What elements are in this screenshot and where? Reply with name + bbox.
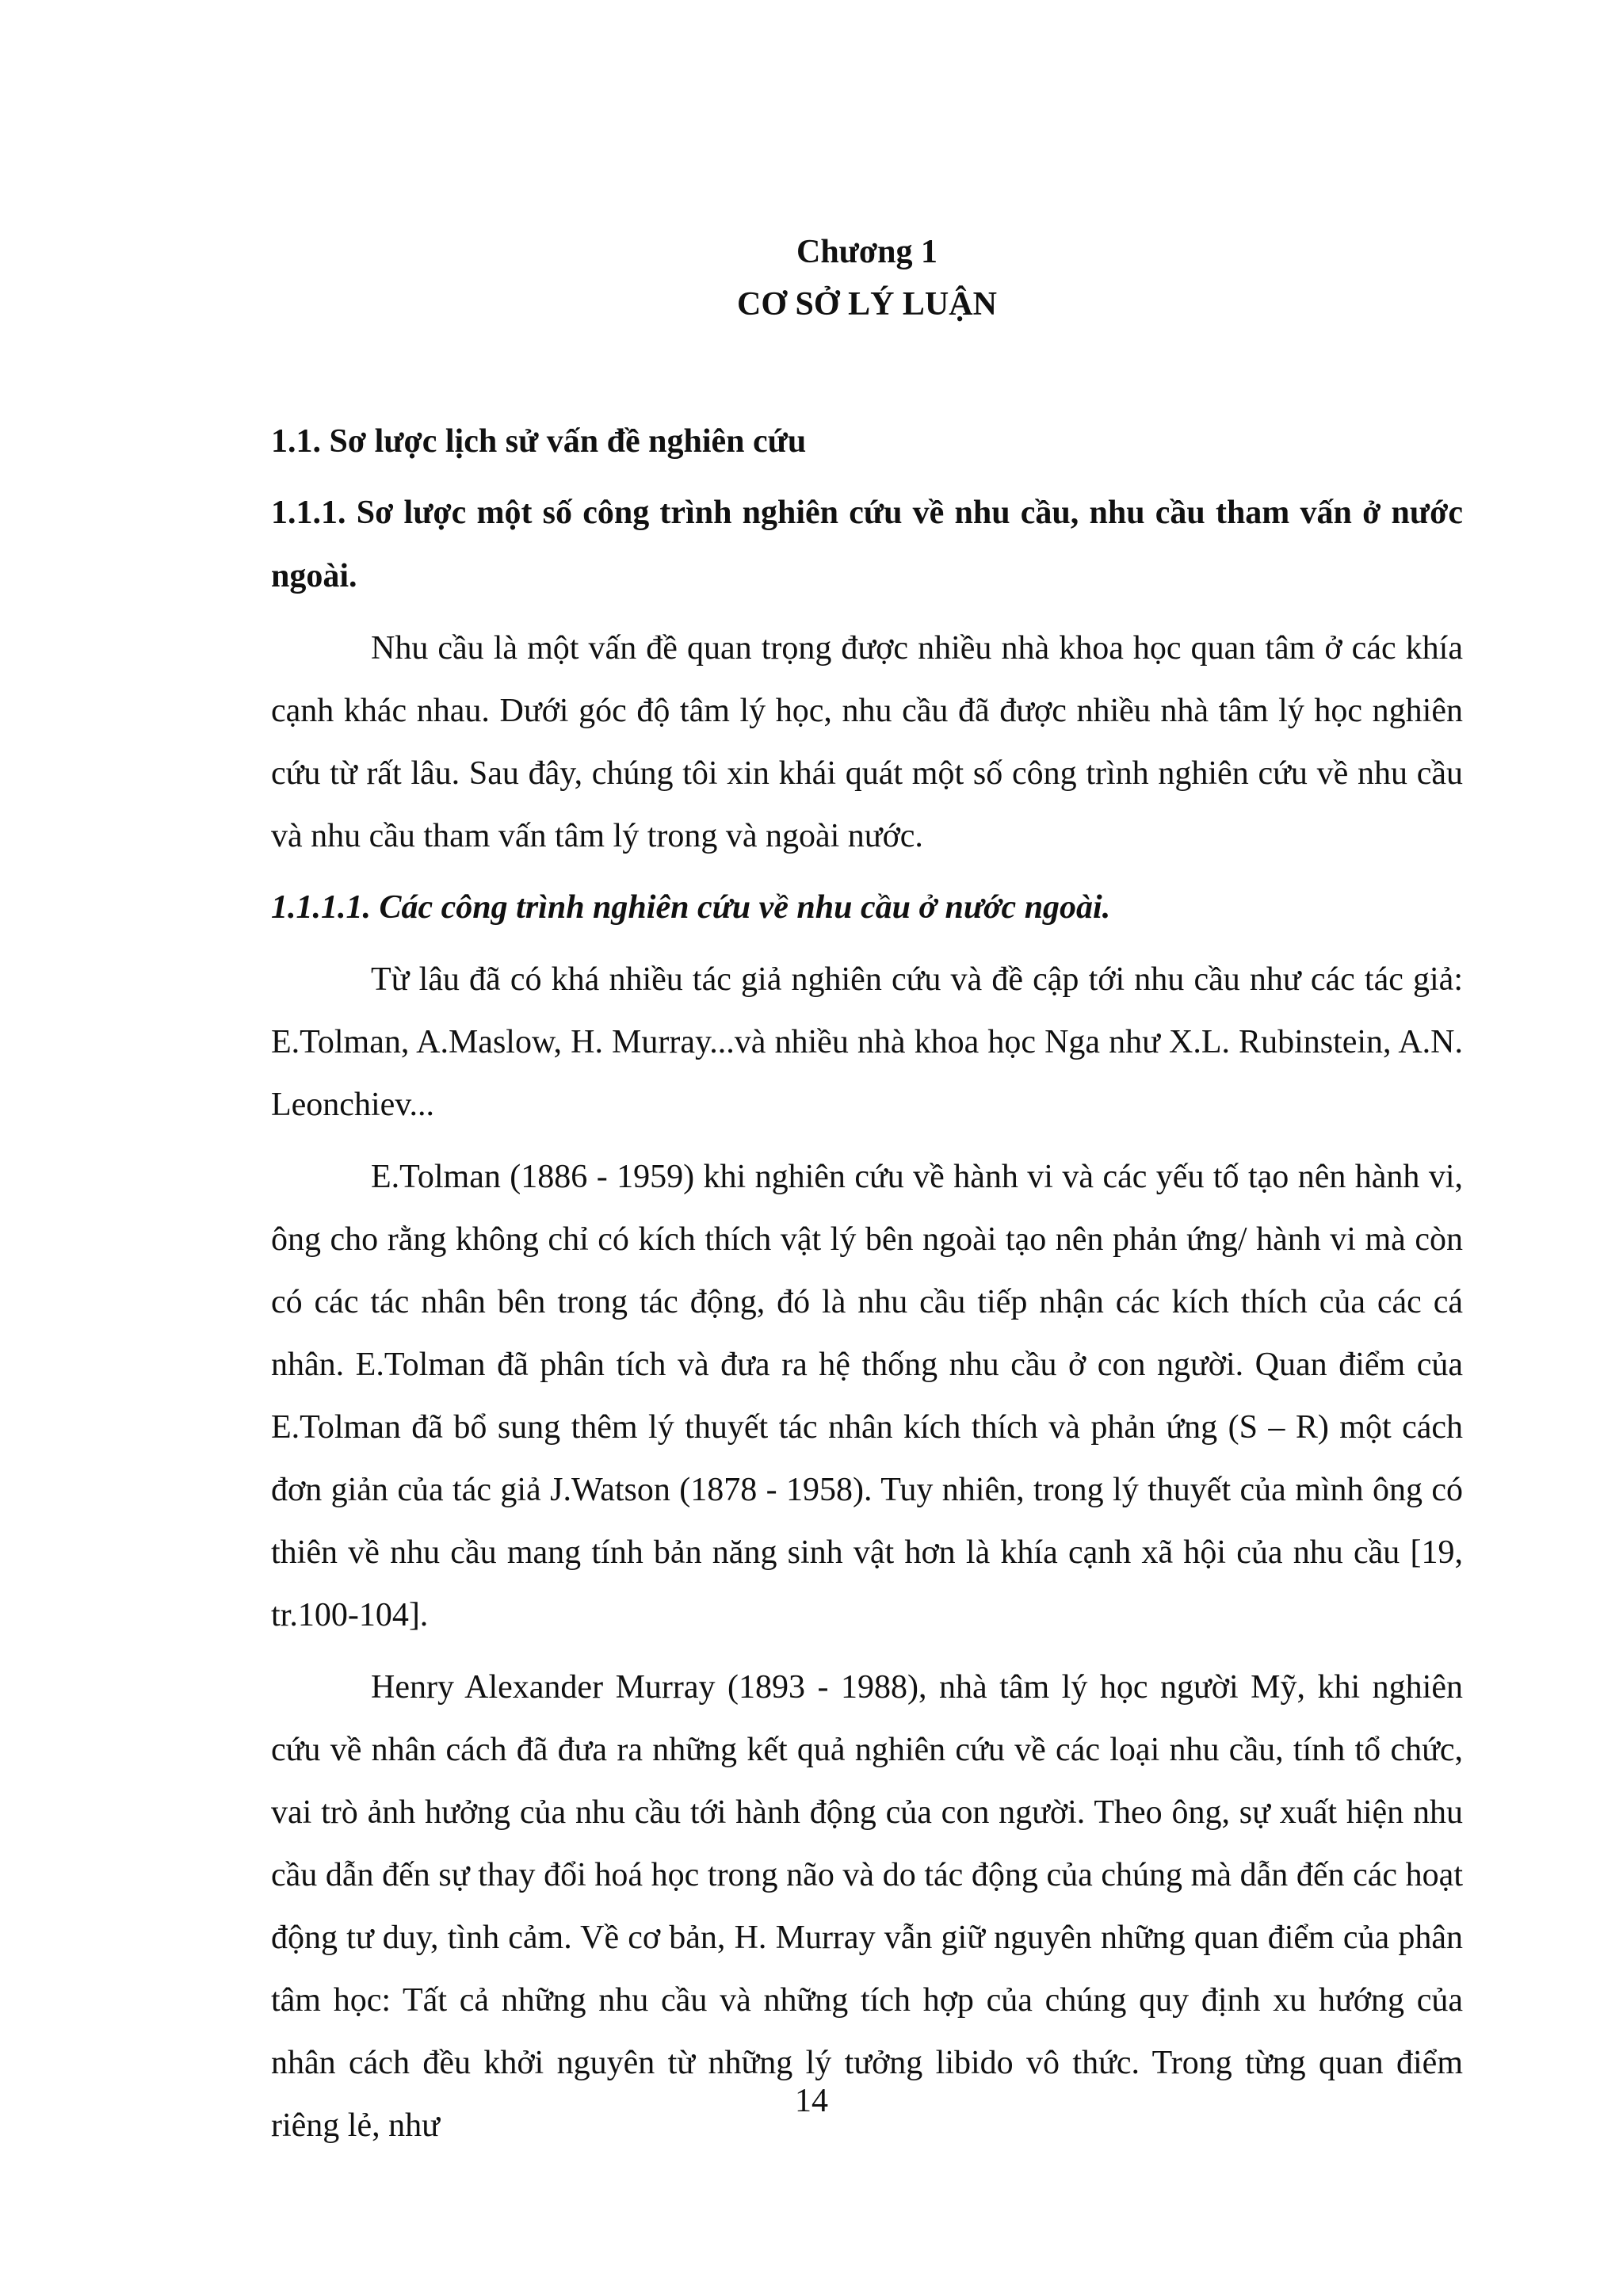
page-number: 14 xyxy=(795,2083,828,2119)
paragraph-authors: Từ lâu đã có khá nhiều tác giả nghiên cứu và đề cập tới nhu cầu như các tác giả: E.Tolman, A.Maslow, H. Murray...và nhiều nhà khoa học Nga như X.L. Rubinstein, A.N. Leonchiev... xyxy=(271,961,1463,1123)
section-heading-1-1-1: 1.1.1. Sơ lược một số công trình nghiên cứu về nhu cầu, nhu cầu tham vấn ở nước ngoài. xyxy=(271,495,1463,594)
chapter-subtitle: CƠ SỞ LÝ LUẬN xyxy=(737,286,997,323)
page-content xyxy=(271,230,1463,2157)
section-heading-1-1-1-1: 1.1.1.1. Các công trình nghiên cứu về nhu cầu ở nước ngoài. xyxy=(271,889,1111,926)
paragraph-tolman: E.Tolman (1886 - 1959) khi nghiên cứu về hành vi và các yếu tố tạo nên hành vi, ông cho rằng không chỉ có kích thích vật lý bên ngoài tạo nên phản ứng/ hành vi mà còn có các tác nhân bên trong tác động, đó là nhu cầu tiếp nhận các kích thích của các cá nhân. E.Tolman đã phân tích và đưa ra hệ thống nhu cầu ở con người. Quan điểm của E.Tolman đã bổ sung thêm lý thuyết tác nhân kích thích và phản ứng (S – R) một cách đơn giản của tác giả J.Watson (1878 - 1958). Tuy nhiên, trong lý thuyết của mình ông có thiên về nhu cầu mang tính bản năng sinh vật hơn là khía cạnh xã hội của nhu cầu [19, tr.100-104]. xyxy=(271,1159,1463,1633)
chapter-number-title: Chương 1 xyxy=(796,234,938,270)
paragraph-murray: Henry Alexander Murray (1893 - 1988), nhà tâm lý học người Mỹ, khi nghiên cứu về nhân cách đã đưa ra những kết quả nghiên cứu về các loại nhu cầu, tính tổ chức, vai trò ảnh hưởng của nhu cầu tới hành động của con người. Theo ông, sự xuất hiện nhu cầu dẫn đến sự thay đổi hoá học trong não và do tác động của chúng mà dẫn đến các hoạt động tư duy, tình cảm. Về cơ bản, H. Murray vẫn giữ nguyên những quan điểm của phân tâm học: Tất cả những nhu cầu và những tích hợp của chúng quy định xu hướng của nhân cách đều khởi nguyên từ những lý tưởng libido vô thức. Trong từng quan điểm riêng lẻ, như xyxy=(271,1669,1463,2144)
section-heading-1-1: 1.1. Sơ lược lịch sử vấn đề nghiên cứu xyxy=(271,423,807,460)
paragraph-intro: Nhu cầu là một vấn đề quan trọng được nhiều nhà khoa học quan tâm ở các khía cạnh khác nhau. Dưới góc độ tâm lý học, nhu cầu đã được nhiều nhà tâm lý học nghiên cứu từ rất lâu. Sau đây, chúng tôi xin khái quát một số công trình nghiên cứu về nhu cầu và nhu cầu tham vấn tâm lý trong và ngoài nước. xyxy=(271,630,1463,854)
